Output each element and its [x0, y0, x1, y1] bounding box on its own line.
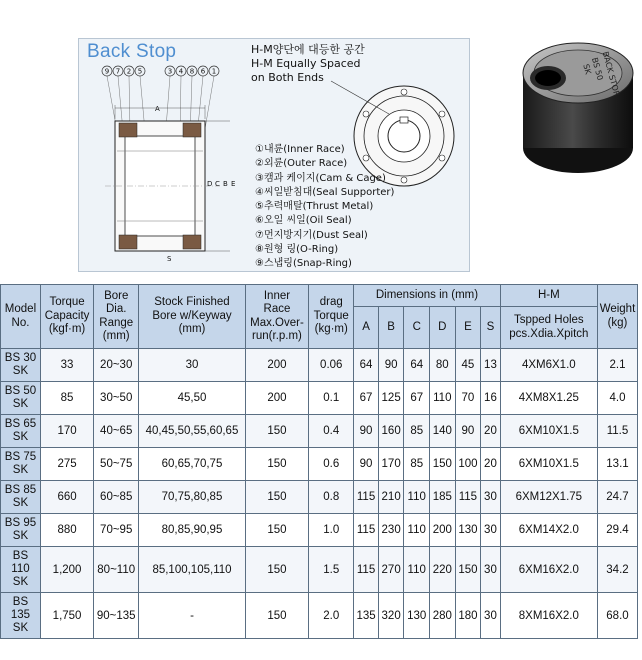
- svg-text:5: 5: [137, 67, 143, 76]
- cell-b: 160: [378, 415, 404, 448]
- leader-line: [329, 79, 409, 119]
- cell-bore: 40~65: [94, 415, 139, 448]
- cell-overrun: 150: [245, 593, 308, 639]
- model-cell: BS 50 SK: [1, 382, 41, 415]
- callout-4: [176, 66, 186, 76]
- legend-item: ⑨스냅링(Snap-Ring): [255, 258, 352, 270]
- photo-label-suffix: SK: [581, 63, 593, 76]
- cell-e: 45: [455, 349, 481, 382]
- cell-a: 64: [354, 349, 379, 382]
- cell-holes: 4XM6X1.0: [500, 349, 597, 382]
- header-dim-d: D: [430, 307, 456, 349]
- header-stock-bore: Stock Finished Bore w/Keyway (mm): [139, 285, 246, 349]
- cell-drag: 0.1: [309, 382, 354, 415]
- cell-s: 16: [481, 382, 500, 415]
- callout-5: [135, 66, 145, 76]
- cell-overrun: 150: [245, 415, 308, 448]
- cell-bore: 90~135: [94, 593, 139, 639]
- header-tapped-holes: Tspped Holes pcs.Xdia.Xpitch: [500, 307, 597, 349]
- callout-6: [198, 66, 208, 76]
- cell-c: 85: [404, 448, 430, 481]
- model-cell: BS 65 SK: [1, 415, 41, 448]
- cell-bore: 30~50: [94, 382, 139, 415]
- cell-drag: 1.0: [309, 514, 354, 547]
- cell-drag: 0.4: [309, 415, 354, 448]
- cell-a: 67: [354, 382, 379, 415]
- svg-text:7: 7: [115, 67, 121, 76]
- cell-c: 110: [404, 481, 430, 514]
- dim-label-a: A: [155, 105, 160, 113]
- legend-item: ①내륜(Inner Race): [255, 144, 345, 155]
- cell-c: 64: [404, 349, 430, 382]
- callout-7: [113, 66, 123, 76]
- cell-overrun: 150: [245, 448, 308, 481]
- model-cell: BS 135 SK: [1, 593, 41, 639]
- header-hm: H-M: [500, 285, 597, 307]
- cell-c: 67: [404, 382, 430, 415]
- cell-c: 110: [404, 514, 430, 547]
- cell-weight: 24.7: [597, 481, 637, 514]
- product-photo: [498, 28, 638, 178]
- cell-d: 200: [430, 514, 456, 547]
- cross-section-drawing: [85, 61, 245, 271]
- cell-drag: 0.06: [309, 349, 354, 382]
- cell-d: 220: [430, 547, 456, 593]
- dim-label-b: B: [223, 180, 228, 188]
- page-title: Back Stop: [87, 41, 177, 62]
- table-row: [1, 547, 638, 593]
- cell-d: 150: [430, 448, 456, 481]
- spec-table: [0, 284, 638, 639]
- header-dim-s: S: [481, 307, 500, 349]
- cell-b: 320: [378, 593, 404, 639]
- cell-overrun: 200: [245, 382, 308, 415]
- header-dimensions: Dimensions in (mm): [354, 285, 500, 307]
- cell-d: 110: [430, 382, 456, 415]
- callout-3: [165, 66, 175, 76]
- cell-stock: 80,85,90,95: [139, 514, 246, 547]
- legend-item: ⑤추력매탈(Thrust Metal): [255, 201, 374, 213]
- cell-weight: 34.2: [597, 547, 637, 593]
- cell-bore: 80~110: [94, 547, 139, 593]
- header-weight: Weight (kg): [597, 285, 637, 349]
- model-cell: BS 75 SK: [1, 448, 41, 481]
- cell-holes: 6XM16X2.0: [500, 547, 597, 593]
- model-cell: BS 95 SK: [1, 514, 41, 547]
- cell-stock: 40,45,50,55,60,65: [139, 415, 246, 448]
- cell-drag: 1.5: [309, 547, 354, 593]
- cell-b: 210: [378, 481, 404, 514]
- cell-e: 100: [455, 448, 481, 481]
- cell-stock: 60,65,70,75: [139, 448, 246, 481]
- cell-torque: 85: [40, 382, 93, 415]
- cell-s: 13: [481, 349, 500, 382]
- table-row: [1, 415, 638, 448]
- svg-text:1: 1: [211, 67, 217, 76]
- callout-numbers: [102, 66, 219, 76]
- dim-label-e: E: [231, 180, 236, 188]
- cell-e: 90: [455, 415, 481, 448]
- model-cell: BS 110 SK: [1, 547, 41, 593]
- cell-b: 270: [378, 547, 404, 593]
- spec-table-body: [1, 349, 638, 639]
- cell-e: 70: [455, 382, 481, 415]
- cell-e: 115: [455, 481, 481, 514]
- cell-weight: 29.4: [597, 514, 637, 547]
- cell-torque: 170: [40, 415, 93, 448]
- cell-torque: 880: [40, 514, 93, 547]
- cell-s: 20: [481, 415, 500, 448]
- legend-item: ⑦먼지방지기(Dust Seal): [255, 229, 368, 241]
- cell-b: 90: [378, 349, 404, 382]
- header-dim-b: B: [378, 307, 404, 349]
- header-inner-race: Inner Race Max.Over- run(r.p.m): [245, 285, 308, 349]
- header-torque: Torque Capacity (kgf·m): [40, 285, 93, 349]
- model-cell: BS 30 SK: [1, 349, 41, 382]
- cell-overrun: 150: [245, 547, 308, 593]
- header-drag-torque: drag Torque (kg·m): [309, 285, 354, 349]
- legend-item: ⑥오일 씨일(Oil Seal): [255, 215, 352, 227]
- table-row: [1, 448, 638, 481]
- cell-d: 280: [430, 593, 456, 639]
- cell-torque: 660: [40, 481, 93, 514]
- cell-torque: 1,200: [40, 547, 93, 593]
- technical-drawing-panel: [78, 38, 470, 272]
- legend-item: ⑧원형 링(O-Ring): [255, 244, 339, 256]
- photo-label-model: BS 50: [589, 56, 605, 82]
- cell-s: 20: [481, 448, 500, 481]
- cell-holes: 8XM16X2.0: [500, 593, 597, 639]
- callout-8: [187, 66, 197, 76]
- table-row: [1, 481, 638, 514]
- cell-drag: 0.6: [309, 448, 354, 481]
- table-row: [1, 349, 638, 382]
- cell-stock: -: [139, 593, 246, 639]
- cell-weight: 4.0: [597, 382, 637, 415]
- cell-stock: 85,100,105,110: [139, 547, 246, 593]
- cell-overrun: 150: [245, 481, 308, 514]
- cell-e: 180: [455, 593, 481, 639]
- callout-9: [102, 66, 112, 76]
- svg-text:4: 4: [178, 67, 184, 76]
- cell-holes: 6XM10X1.5: [500, 448, 597, 481]
- cell-e: 150: [455, 547, 481, 593]
- cell-b: 230: [378, 514, 404, 547]
- cell-b: 170: [378, 448, 404, 481]
- cell-stock: 45,50: [139, 382, 246, 415]
- cell-torque: 33: [40, 349, 93, 382]
- cell-c: 85: [404, 415, 430, 448]
- cell-d: 185: [430, 481, 456, 514]
- cell-holes: 4XM8X1.25: [500, 382, 597, 415]
- callout-1: [209, 66, 219, 76]
- cell-torque: 1,750: [40, 593, 93, 639]
- table-row: [1, 382, 638, 415]
- cell-c: 130: [404, 593, 430, 639]
- legend-item: ③캠과 케이지(Cam & Cage): [255, 172, 386, 184]
- cell-holes: 6XM10X1.5: [500, 415, 597, 448]
- cell-e: 130: [455, 514, 481, 547]
- cell-a: 135: [354, 593, 379, 639]
- cell-a: 90: [354, 415, 379, 448]
- callout-2: [124, 66, 134, 76]
- parts-legend: [255, 143, 394, 272]
- photo-label-brand: BACK STOP: [600, 50, 622, 97]
- dim-label-s: S: [167, 255, 172, 263]
- svg-text:8: 8: [189, 67, 195, 76]
- header-dim-c: C: [404, 307, 430, 349]
- cell-weight: 2.1: [597, 349, 637, 382]
- cell-drag: 2.0: [309, 593, 354, 639]
- table-row: [1, 514, 638, 547]
- dim-label-c: C: [215, 180, 220, 188]
- cell-overrun: 150: [245, 514, 308, 547]
- cell-a: 115: [354, 514, 379, 547]
- cell-weight: 13.1: [597, 448, 637, 481]
- legend-item: ④씨일받침대(Seal Supporter): [255, 186, 395, 198]
- cell-s: 30: [481, 547, 500, 593]
- cell-a: 115: [354, 481, 379, 514]
- cell-s: 30: [481, 481, 500, 514]
- legend-item: ②외륜(Outer Race): [255, 158, 348, 170]
- cell-bore: 70~95: [94, 514, 139, 547]
- cell-stock: 30: [139, 349, 246, 382]
- cell-d: 80: [430, 349, 456, 382]
- cell-overrun: 200: [245, 349, 308, 382]
- header-bore: Bore Dia. Range (mm): [94, 285, 139, 349]
- model-cell: BS 85 SK: [1, 481, 41, 514]
- table-row: [1, 593, 638, 639]
- svg-text:2: 2: [126, 67, 132, 76]
- svg-text:3: 3: [167, 67, 173, 76]
- cell-holes: 6XM14X2.0: [500, 514, 597, 547]
- cell-s: 30: [481, 593, 500, 639]
- cell-bore: 50~75: [94, 448, 139, 481]
- header-dim-e: E: [455, 307, 481, 349]
- cell-d: 140: [430, 415, 456, 448]
- cell-c: 110: [404, 547, 430, 593]
- cell-bore: 20~30: [94, 349, 139, 382]
- hm-spacing-note: H-M양단에 대등한 공간 H-M Equally Spaced on Both Ends: [251, 43, 365, 84]
- header-model: Model No.: [1, 285, 41, 349]
- cell-a: 115: [354, 547, 379, 593]
- cell-stock: 70,75,80,85: [139, 481, 246, 514]
- cell-bore: 60~85: [94, 481, 139, 514]
- cell-weight: 11.5: [597, 415, 637, 448]
- cell-b: 125: [378, 382, 404, 415]
- dim-label-d: D: [207, 180, 213, 188]
- svg-text:6: 6: [200, 67, 206, 76]
- cell-torque: 275: [40, 448, 93, 481]
- svg-text:9: 9: [104, 67, 110, 76]
- cell-holes: 6XM12X1.75: [500, 481, 597, 514]
- cell-weight: 68.0: [597, 593, 637, 639]
- cell-s: 30: [481, 514, 500, 547]
- header-dim-a: A: [354, 307, 379, 349]
- cell-drag: 0.8: [309, 481, 354, 514]
- cell-a: 90: [354, 448, 379, 481]
